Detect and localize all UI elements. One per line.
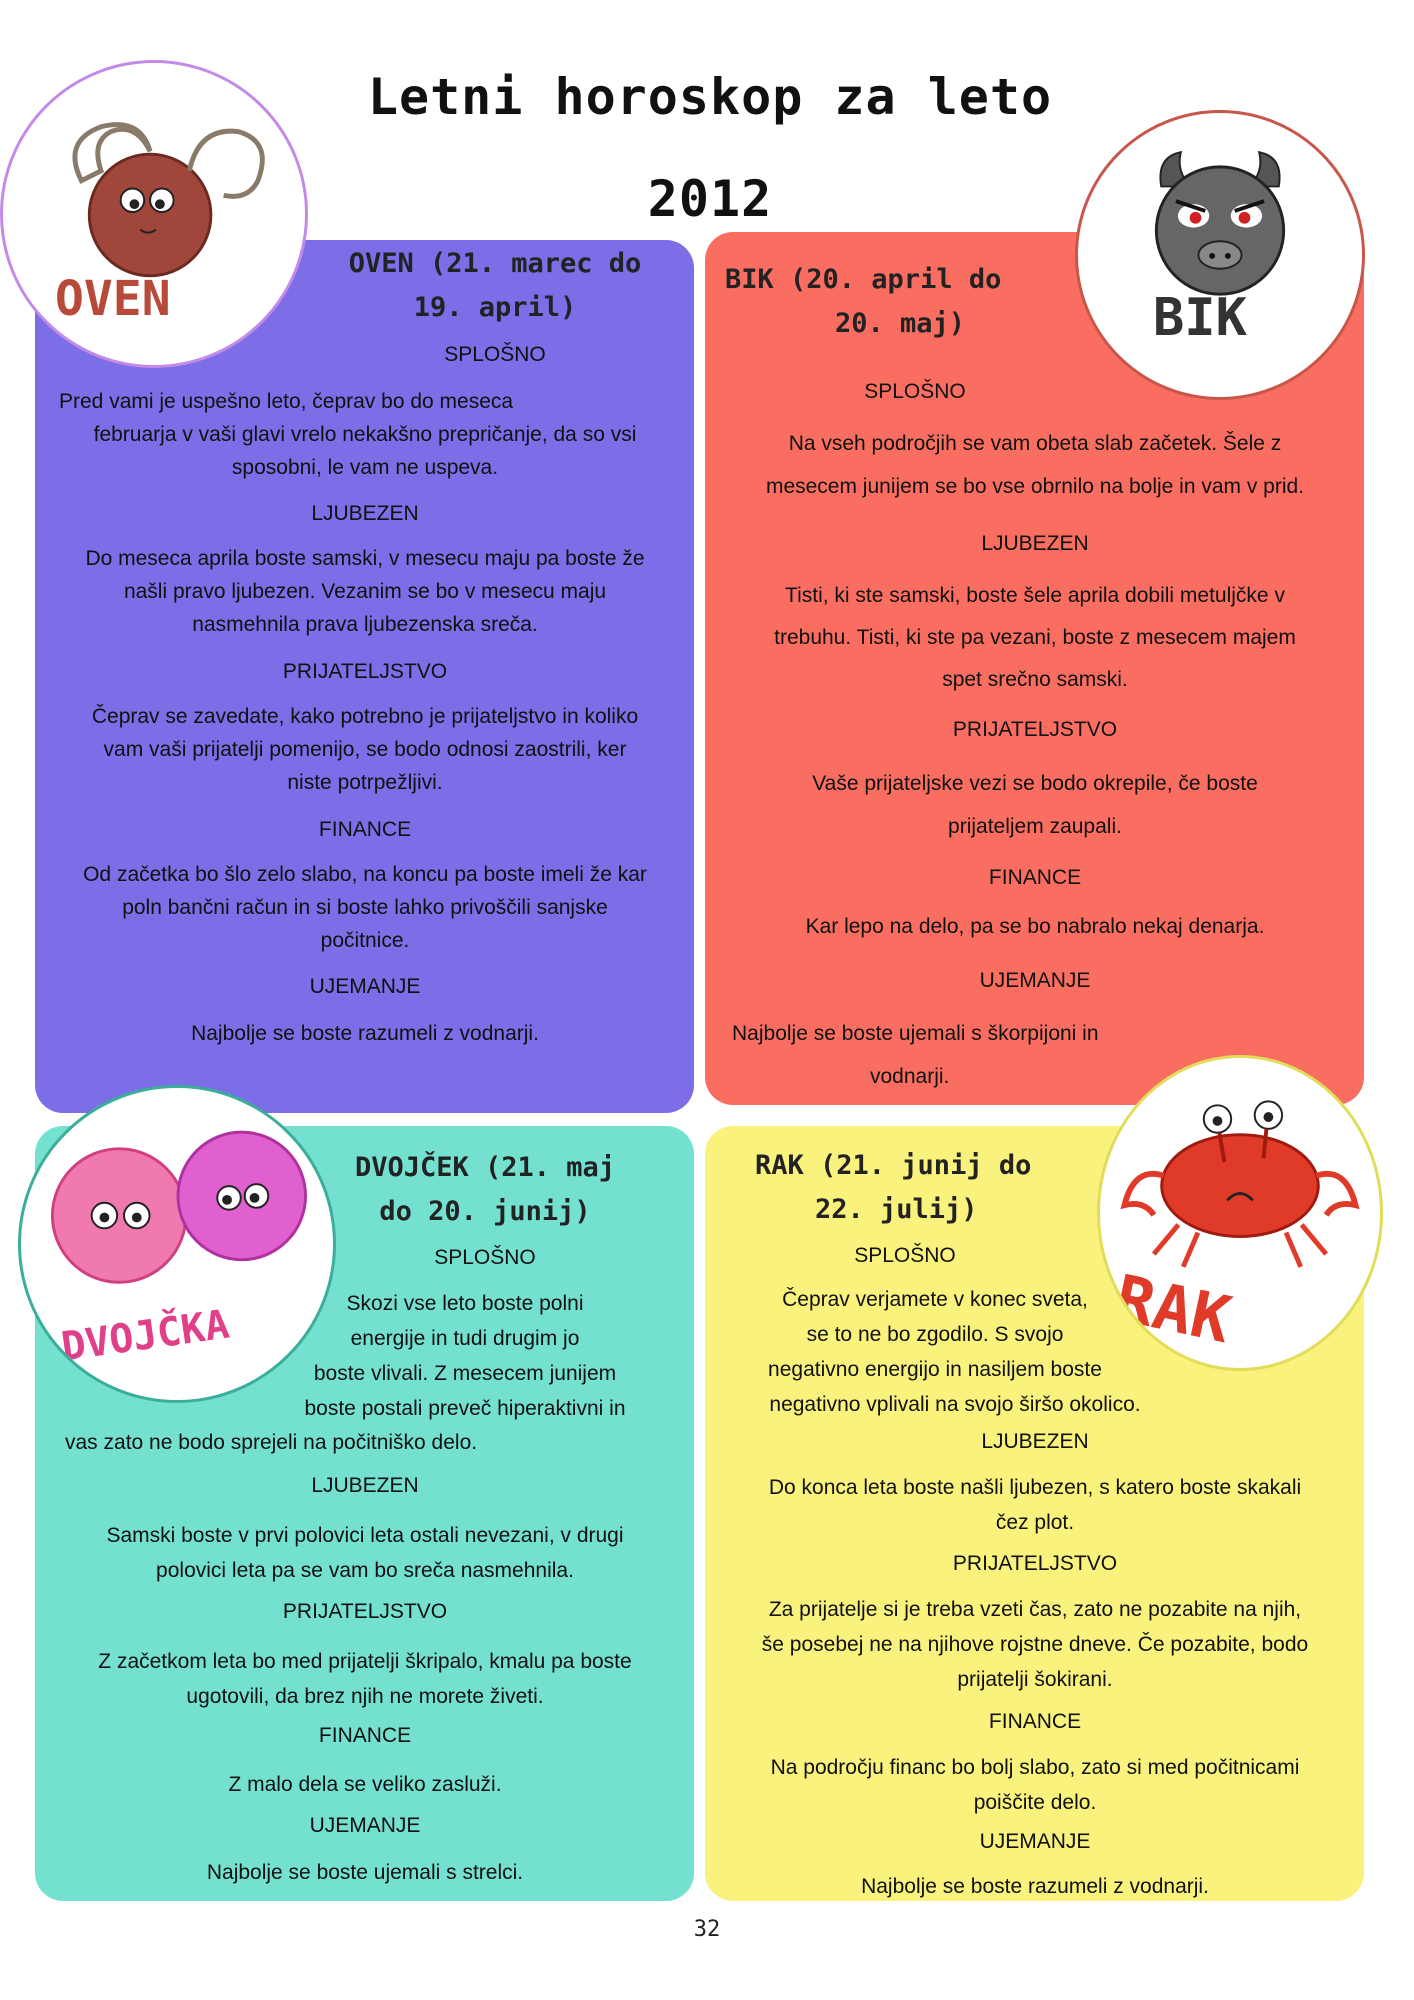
dvojcek-general-line: vas zato ne bodo sprejeli na počitniško delo. [65, 1431, 478, 1454]
rak-finance-heading: FINANCE [988, 1710, 1082, 1733]
page-number: 32 [693, 1917, 721, 1942]
oven-general-line: februarja v vaši glavi vrelo nekakšno prepričanje, da so vsi [93, 423, 637, 446]
bik-love-line: trebuhu. Tisti, ki ste pa vezani, boste z mesecem majem [774, 626, 1296, 649]
oven-friendship-text [45, 700, 685, 799]
oven-title [335, 242, 655, 330]
oven-friendship-line: Čeprav se zavedate, kako potrebno je prijateljstvo in koliko [91, 705, 639, 728]
bik-friendship-text [715, 762, 1355, 848]
rak-friendship-text [715, 1592, 1355, 1697]
dvojcek-general-line: Skozi vse leto boste polni [346, 1292, 584, 1315]
rak-match-line: Najbolje se boste razumeli z vodnarji. [861, 1875, 1209, 1898]
rak-friendship-line: še posebej ne na njihove rojstne dneve. Če pozabite, bodo [761, 1633, 1309, 1656]
dvojcek-love-heading: LJUBEZEN [311, 1474, 419, 1497]
oven-badge [0, 60, 308, 368]
bik-finance-heading: FINANCE [988, 866, 1082, 889]
bik-match-line: Najbolje se boste ujemali s škorpijoni in [732, 1022, 1099, 1045]
rak-love-line: čez plot. [995, 1511, 1075, 1534]
bik-title-line1: BIK (20. april do [725, 264, 1002, 295]
rak-friendship-line: prijatelji šokirani. [957, 1668, 1113, 1691]
oven-card [35, 240, 694, 1113]
oven-finance-heading: FINANCE [318, 818, 412, 841]
rak-love-heading: LJUBEZEN [981, 1430, 1089, 1453]
oven-match-heading: UJEMANJE [309, 975, 421, 998]
dvojcek-love-text [45, 1518, 685, 1588]
oven-love-line: nasmehnila prava ljubezenska sreča. [192, 613, 538, 636]
dvojcek-finance-line: Z malo dela se veliko zasluži. [228, 1773, 502, 1796]
dvojcek-match-line: Najbolje se boste ujemali s strelci. [206, 1861, 524, 1884]
dvojcek-friendship-line: ugotovili, da brez njih ne morete živeti. [186, 1685, 544, 1708]
rak-general-text [725, 1282, 1145, 1422]
rak-general-line: se to ne bo zgodilo. S svojo [806, 1323, 1064, 1346]
bull-icon [1078, 110, 1362, 400]
dvojcek-friendship-line: Z začetkom leta bo med prijatelji škripalo, kmalu pa boste [98, 1650, 632, 1673]
oven-general-heading: SPLOŠNO [444, 343, 546, 366]
oven-general-line: Pred vami je uspešno leto, čeprav bo do meseca [59, 390, 514, 413]
rak-general-line: negativno vplivali na svojo širšo okolico. [769, 1393, 1141, 1416]
rak-love-text [715, 1470, 1355, 1540]
dvojcek-finance-heading: FINANCE [318, 1724, 412, 1747]
rak-general-line: negativno energijo in nasiljem boste [768, 1358, 1102, 1381]
oven-friendship-line: vam vaši prijatelji pomenijo, se bodo odnosi zaostrili, ker [103, 738, 627, 761]
rak-title-line1: RAK (21. junij do [755, 1150, 1032, 1181]
bik-general-heading: SPLOŠNO [864, 380, 966, 403]
bik-general-line: Na vseh področjih se vam obeta slab začetek. Šele z [788, 432, 1282, 455]
dvojcek-general-line: energije in tudi drugim jo [350, 1327, 580, 1350]
rak-finance-line: poiščite delo. [973, 1791, 1097, 1814]
oven-finance-text [45, 858, 685, 957]
bik-love-heading: LJUBEZEN [981, 532, 1089, 555]
dvojcek-friendship-heading: PRIJATELJSTVO [282, 1600, 448, 1623]
rak-love-line: Do konca leta boste našli ljubezen, s katero boste skakali [768, 1476, 1302, 1499]
oven-match-line: Najbolje se boste razumeli z vodnarji. [191, 1022, 539, 1045]
bik-finance-text [715, 910, 1355, 943]
dvojcek-general-heading: SPLOŠNO [434, 1246, 536, 1269]
page-title-line2: 2012 [647, 170, 773, 228]
rak-badge [1097, 1055, 1383, 1371]
oven-finance-line: poln bančni račun in si boste lahko privoščili sanjske [122, 896, 608, 919]
oven-title-line1: OVEN (21. marec do [348, 248, 642, 279]
rak-finance-line: Na področju financ bo bolj slabo, zato si med počitnicami [770, 1756, 1300, 1779]
rak-title-line2: 22. julij) [815, 1194, 978, 1225]
dvojcek-badge [18, 1085, 336, 1403]
dvojcek-title [325, 1146, 645, 1234]
dvojcek-title-line1: DVOJČEK (21. maj [354, 1152, 616, 1183]
oven-friendship-heading: PRIJATELJSTVO [282, 660, 448, 683]
bik-friendship-line: Vaše prijateljske vezi se bodo okrepile, če boste [812, 772, 1258, 795]
oven-love-line: Do meseca aprila boste samski, v mesecu maju pa boste že [85, 547, 645, 570]
dvojcek-match-heading: UJEMANJE [309, 1814, 421, 1837]
oven-finance-line: počitnice. [320, 929, 410, 952]
dvojcek-badge-label: DVOJČKA [58, 1301, 232, 1371]
rak-finance-text [715, 1750, 1355, 1820]
dvojcek-love-line: Samski boste v prvi polovici leta ostali nevezani, v drugi [106, 1524, 624, 1547]
oven-love-heading: LJUBEZEN [311, 502, 419, 525]
dvojcek-general-line: boste vlivali. Z mesecem junijem [313, 1362, 617, 1385]
dvojcek-finance-text [45, 1768, 685, 1801]
bik-friendship-line: prijateljem zaupali. [948, 815, 1122, 838]
oven-finance-line: Od začetka bo šlo zelo slabo, na koncu pa boste imeli že kar [83, 863, 647, 886]
oven-love-line: našli pravo ljubezen. Vezanim se bo v mesecu maju [123, 580, 607, 603]
bik-title-line2: 20. maj) [835, 308, 966, 339]
oven-friendship-line: niste potrpežljivi. [287, 771, 443, 794]
bik-title [725, 258, 1045, 346]
dvojcek-friendship-text [45, 1644, 685, 1714]
oven-match-text [45, 1017, 685, 1050]
rak-general-heading: SPLOŠNO [854, 1244, 956, 1267]
bik-badge-label: BIK [1153, 288, 1247, 348]
dvojcek-general-line: boste postali preveč hiperaktivni in [304, 1397, 626, 1420]
rak-friendship-line: Za prijatelje si je treba vzeti čas, zato ne pozabite na njih, [768, 1598, 1302, 1621]
rak-friendship-heading: PRIJATELJSTVO [952, 1552, 1118, 1575]
rak-match-heading: UJEMANJE [979, 1830, 1091, 1853]
bik-match-heading: UJEMANJE [979, 969, 1091, 992]
oven-love-text [45, 542, 685, 641]
dvojcek-title-line2: do 20. junij) [379, 1196, 591, 1227]
bik-love-text [715, 575, 1355, 701]
bik-general-line: mesecem junijem se bo vse obrnilo na bolje in vam v prid. [765, 475, 1305, 498]
rak-title [755, 1144, 1055, 1232]
bik-badge [1075, 110, 1365, 400]
dvojcek-love-line: polovici leta pa se vam bo sreča nasmehnila. [156, 1559, 574, 1582]
bik-friendship-heading: PRIJATELJSTVO [952, 718, 1118, 741]
bik-love-line: Tisti, ki ste samski, boste šele aprila dobili metuljčke v [785, 584, 1285, 607]
bik-general-text [715, 422, 1355, 508]
rak-match-text [715, 1870, 1355, 1903]
bik-match-line: vodnarji. [870, 1065, 950, 1088]
rak-badge-label: RAK [1108, 1261, 1238, 1359]
page-title-line1: Letni horoskop za leto [367, 68, 1053, 126]
oven-title-line2: 19. april) [413, 292, 577, 323]
dvojcek-match-text [45, 1856, 685, 1889]
oven-badge-label: OVEN [55, 271, 171, 327]
bik-finance-line: Kar lepo na delo, pa se bo nabralo nekaj denarja. [805, 915, 1265, 938]
oven-general-text [45, 385, 685, 484]
oven-general-line: sposobni, le vam ne uspeva. [231, 456, 499, 479]
rak-general-line: Čeprav verjamete v konec sveta, [782, 1288, 1088, 1311]
dvojcek-general-text-last [45, 1426, 685, 1459]
bik-love-line: spet srečno samski. [942, 668, 1128, 691]
